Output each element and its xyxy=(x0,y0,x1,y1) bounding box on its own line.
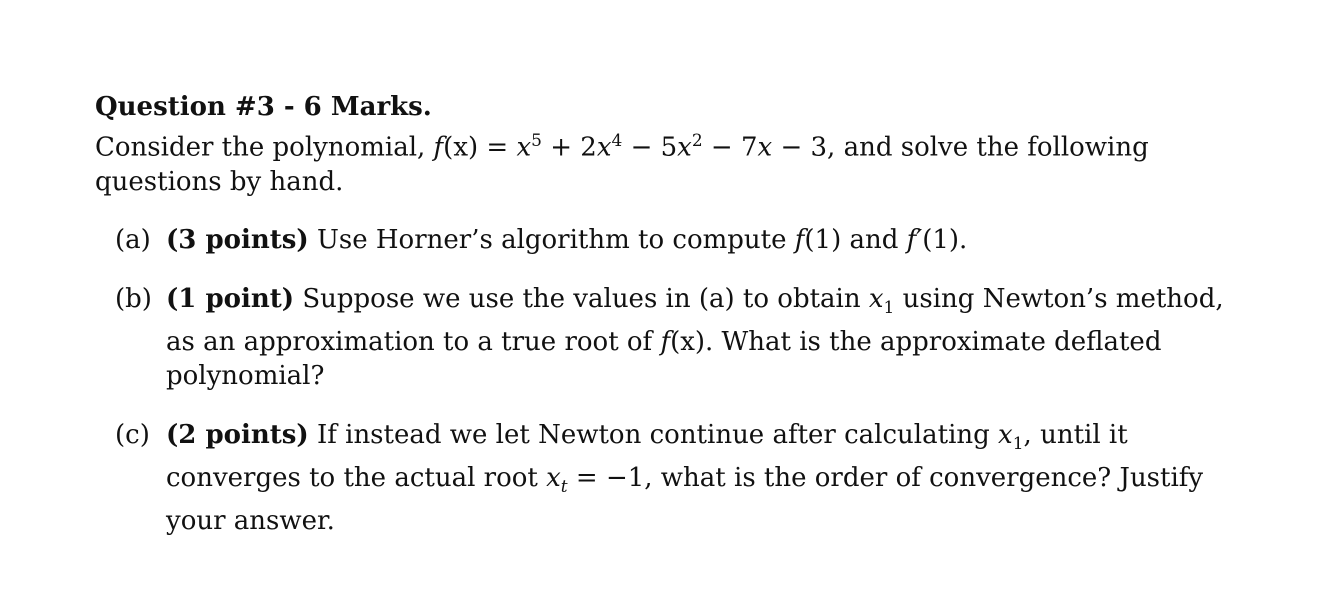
part-b-x1-base: x xyxy=(868,283,884,314)
term1-exp: 5 xyxy=(531,131,542,151)
part-b-arg: (x) xyxy=(670,326,706,357)
part-a-arg2: (1) xyxy=(922,224,960,255)
question-intro xyxy=(95,124,1235,199)
term2-base: x xyxy=(596,132,612,163)
part-b xyxy=(95,282,1235,393)
intro-prefix: Consider the polynomial, xyxy=(95,132,434,163)
part-b-points: (1 point) xyxy=(166,283,295,314)
part-c-xt-sub: t xyxy=(560,477,568,498)
part-a-text3: . xyxy=(959,224,968,255)
part-a-fprime: f′ xyxy=(906,224,923,255)
term2-coef: + 2 xyxy=(541,132,597,163)
question-title: Question #3 - 6 Marks. xyxy=(95,92,432,122)
part-c-label: (c) xyxy=(115,419,150,450)
intro-f: f xyxy=(433,132,444,163)
part-c xyxy=(95,418,1235,538)
part-c-text1: If instead we let Newton continue after calculating xyxy=(308,419,999,450)
term1-base: x xyxy=(516,132,532,163)
part-b-text3: . What is the approximate deflated polynomial? xyxy=(166,326,1162,391)
term3-exp: 2 xyxy=(691,131,703,151)
term2-exp: 4 xyxy=(611,131,623,151)
part-a xyxy=(95,223,1235,257)
term4-base: x xyxy=(757,132,773,163)
part-a-arg1: (1) xyxy=(804,224,842,255)
part-b-text2: using Newton’s method, as an approximation to a true root of xyxy=(166,283,1224,357)
question-parts xyxy=(95,223,1235,539)
part-c-xt-base: x xyxy=(546,463,561,494)
part-a-f: f xyxy=(794,224,805,255)
part-b-x1-sub: 1 xyxy=(883,297,895,318)
intro-f-arg: (x) xyxy=(443,132,479,163)
question-block xyxy=(95,90,1235,538)
part-a-text2: and xyxy=(841,224,907,255)
part-c-points: (2 points) xyxy=(166,419,309,450)
part-c-x1-base: x xyxy=(998,419,1013,450)
intro-tail: − 3, and solve the following questions by hand. xyxy=(95,132,1149,197)
part-c-text2: , until it converges to the actual root xyxy=(166,419,1128,494)
intro-eq: = xyxy=(478,132,517,163)
part-c-text3: = −1, what is the order of convergence? Justify your answer. xyxy=(166,463,1204,537)
part-b-text1: Suppose we use the values in (a) to obtain xyxy=(294,283,869,314)
part-b-f: f xyxy=(660,326,671,357)
term4-coef: − 7 xyxy=(702,132,758,163)
part-a-text1: Use Horner’s algorithm to compute xyxy=(308,224,795,255)
part-a-points: (3 points) xyxy=(166,224,309,255)
part-a-label: (a) xyxy=(115,224,151,255)
term3-coef: − 5 xyxy=(622,132,678,163)
part-b-label: (b) xyxy=(115,283,152,314)
term3-base: x xyxy=(677,132,692,163)
part-c-x1-sub: 1 xyxy=(1012,434,1024,455)
